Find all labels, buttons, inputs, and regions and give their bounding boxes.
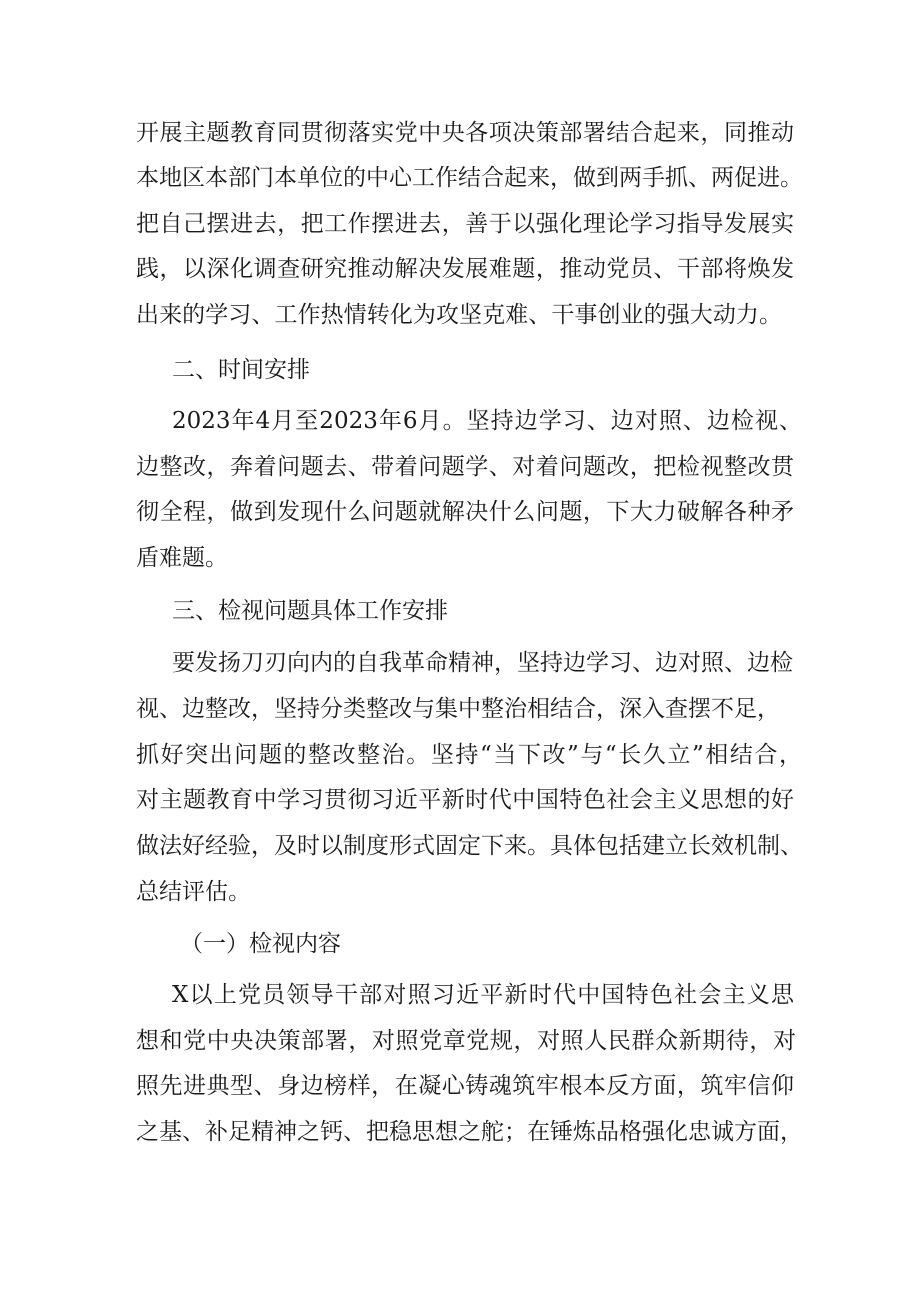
body-line-3: 把自己摆进去，把工作摆进去，善于以强化理论学习指导发展实	[136, 211, 794, 237]
body-line-14: 抓好突出问题的整改整治。坚持“当下改”与“长久立”相结合，	[136, 742, 802, 768]
body-line-22: 之基、补足精神之钙、把稳思想之舵；在锤炼品格强化忠诚方面，	[136, 1119, 803, 1145]
body-line-1: 开展主题教育同贯彻落实党中央各项决策部署结合起来，同推动	[136, 120, 794, 146]
body-line-10: 盾难题。	[136, 545, 228, 571]
body-line-13: 视、边整改，坚持分类整改与集中整治相结合，深入查摆不足，	[136, 696, 780, 722]
body-line-2: 本地区本部门本单位的中心工作结合起来，做到两手抓、两促进。	[136, 165, 803, 191]
body-line-19: X以上党员领导干部对照习近平新时代中国特色社会主义思	[172, 982, 794, 1008]
body-line-17: 总结评估。	[136, 879, 251, 905]
section-heading-3: 三、检视问题具体工作安排	[172, 598, 448, 624]
body-line-21: 照先进典型、身边榜样，在凝心铸魂筑牢根本反方面，筑牢信仰	[136, 1073, 794, 1099]
section-heading-2: 二、时间安排	[172, 357, 310, 383]
body-line-8: 边整改，奔着问题去、带着问题学、对着问题改，把检视整改贯	[136, 454, 794, 480]
body-line-20: 想和党中央决策部署，对照党章党规，对照人民群众新期待，对	[136, 1028, 796, 1054]
subsection-heading-1: （一）检视内容	[180, 931, 341, 957]
body-line-16: 做法好经验，及时以制度形式固定下来。具体包括建立长效机制、	[136, 833, 803, 859]
body-line-9: 彻全程，做到发现什么问题就解决什么问题，下大力破解各种矛	[136, 499, 794, 525]
body-line-7: 2023年4月至2023年6月。坚持边学习、边对照、边检视、	[172, 408, 802, 434]
body-line-15: 对主题教育中学习贯彻习近平新时代中国特色社会主义思想的好	[136, 787, 794, 813]
body-line-12: 要发扬刀刃向内的自我革命精神，坚持边学习、边对照、边检	[172, 650, 793, 676]
body-line-5: 出来的学习、工作热情转化为攻坚克难、干事创业的强大动力。	[136, 302, 782, 328]
body-line-4: 践，以深化调查研究推动解决发展难题，推动党员、干部将焕发	[136, 256, 794, 282]
